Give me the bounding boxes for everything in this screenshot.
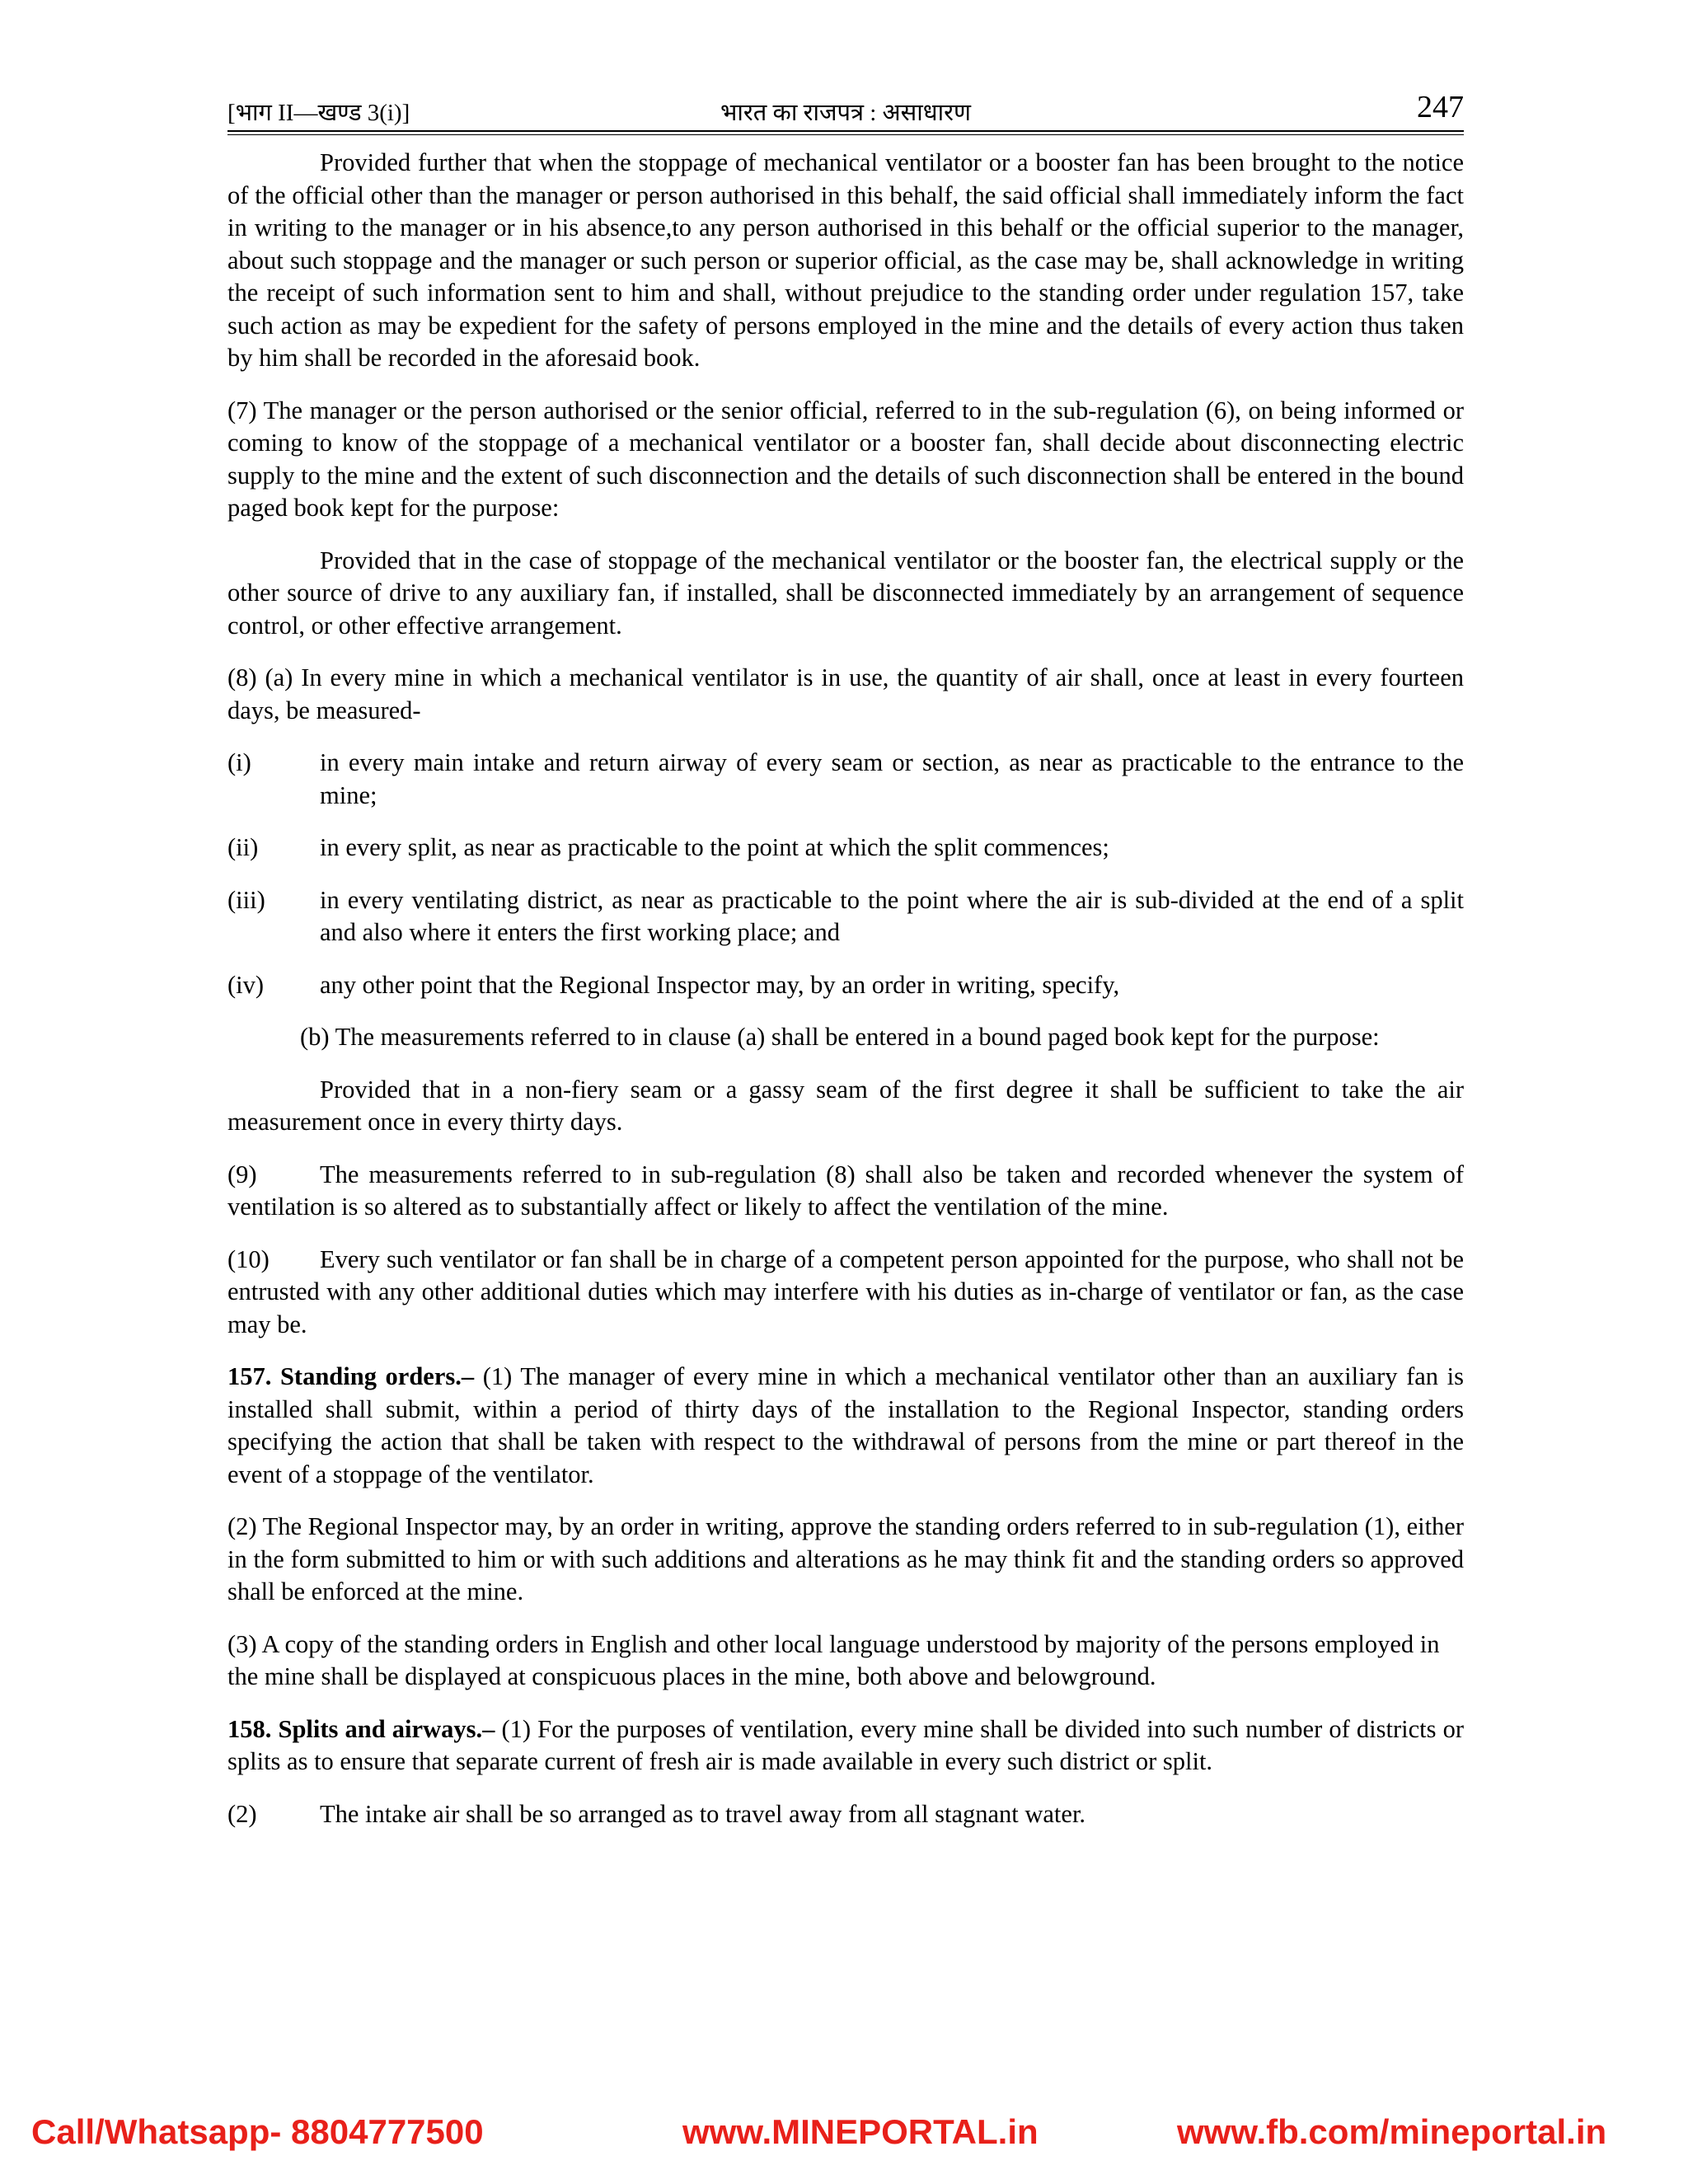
sub-regulation-10 xyxy=(227,1244,1464,1342)
website-link[interactable]: www.MINEPORTAL.in xyxy=(682,2112,1039,2151)
header-part-section: [भाग II—खण्ड 3(i)] xyxy=(227,100,410,126)
list-item xyxy=(227,832,1464,865)
list-item xyxy=(227,747,1464,812)
sub-regulation-7: (7) The manager or the person authorised or the senior official, referred to in the sub-regulation (6), on being informed or coming to know of the stoppage of a mechanical ventilator or a booster fan, shall decide about disconnecting electric supply to the mine and the extent of such disconnection and the details of such disconnection shall be entered in the bound paged book kept for the purpose: xyxy=(227,396,1464,522)
section-heading: 157. Standing orders.– xyxy=(227,1362,475,1390)
document-body xyxy=(227,147,1464,1830)
sub-regulation-9 xyxy=(227,1159,1464,1224)
regulation-158 xyxy=(227,1713,1464,1779)
list-item-number: (iv) xyxy=(227,970,265,999)
regulation-157-2: (2) The Regional Inspector may, by an order in writing, approve the standing orders referred to in sub-regulation (1), either in the form submitted to him or with such additions and alterations as he may think fit and the standing orders so approved shall be enforced at the mine. xyxy=(227,1512,1464,1605)
proviso-sub-regulation-8b: Provided that in a non-fiery seam or a gassy seam of the first degree it shall be sufficient to take the air measurement once in every thirty days. xyxy=(227,1075,1464,1136)
section-heading: 158. Splits and airways.– xyxy=(227,1714,495,1743)
header-gazette-title: भारत का राजपत्र : असाधारण xyxy=(720,100,971,126)
facebook-link[interactable]: www.fb.com/mineportal.in xyxy=(1177,2112,1607,2151)
sub-regulation-text: The measurements referred to in sub-regulation (8) shall also be taken and recorded whenever the system of ventilation is so altered as to substantially affect or likely to affect the ventilation of the mine. xyxy=(227,1160,1464,1221)
list-item-text: any other point that the Regional Inspector may, by an order in writing, specify, xyxy=(320,970,1120,999)
list-item-text: in every split, as near as practicable to the point at which the split commences; xyxy=(320,833,1109,861)
sub-regulation-number: (10) xyxy=(227,1244,270,1273)
gazette-page xyxy=(227,89,1464,1850)
section-text: (1) The manager of every mine in which a mechanical ventilator other than an auxiliary fan is installed shall submit, within a period of thirty days of the installation to the Regional Inspector, standing orders specifying the action that shall be taken with respect to the withdrawal of persons from the mine or part thereof in the event of a stoppage of the ventilator. xyxy=(227,1362,1464,1488)
list-item-number: (i) xyxy=(227,748,251,776)
regulation-158-2 xyxy=(227,1798,1464,1831)
sub-regulation-number: (9) xyxy=(227,1160,257,1188)
proviso-sub-regulation-7: Provided that in the case of stoppage of the mechanical ventilator or the booster fan, the electrical supply or the other source of drive to any auxiliary fan, if installed, shall be disconnected immediately by an arrangement of sequence control, or other effective arrangement. xyxy=(227,546,1464,640)
header-page-number: 247 xyxy=(1417,90,1464,124)
sub-regulation-8a: (8) (a) In every mine in which a mechanical ventilator is in use, the quantity of air shall, once at least in every fourteen days, be measured- xyxy=(227,663,1464,724)
contact-phone: Call/Whatsapp- 8804777500 xyxy=(31,2112,484,2151)
section-text: (1) For the purposes of ventilation, every mine shall be divided into such number of districts or splits as to ensure that separate current of fresh air is made available in every such district or split. xyxy=(227,1714,1464,1775)
regulation-157 xyxy=(227,1361,1464,1491)
header-rule-thick xyxy=(227,130,1464,132)
list-item-number: (ii) xyxy=(227,833,259,861)
proviso-paragraph: Provided further that when the stoppage of mechanical ventilator or a booster fan has been brought to the notice of the official other than the manager or person authorised in this behalf, the said official shall immediately inform the fact in writing to the manager or in his absence,to any person authorised in this behalf or the official superior to the manager, about such stoppage and the manager or such person or superior official, as the case may be, shall acknowledge in writing the receipt of such information sent to him and shall, without prejudice to the standing order under regulation 157, take such action as may be expedient for the safety of persons employed in the mine and the details of every action thus taken by him shall be recorded in the aforesaid book. xyxy=(227,148,1464,372)
list-item-text: in every main intake and return airway of every seam or section, as near as practicable to the entrance to the mine; xyxy=(320,748,1464,809)
list-item xyxy=(227,969,1464,1002)
sub-regulation-8b: (b) The measurements referred to in clause (a) shall be entered in a bound paged book kept for the purpose: xyxy=(300,1023,1380,1051)
sub-regulation-text: The intake air shall be so arranged as to travel away from all stagnant water. xyxy=(320,1799,1086,1828)
list-item-number: (iii) xyxy=(227,885,265,914)
sub-regulation-text: Every such ventilator or fan shall be in charge of a competent person appointed for the purpose, who shall not be entrusted with any other additional duties which may interfere with his duties as in-charge of ventilator or fan, as the case may be. xyxy=(227,1244,1464,1338)
list-item-text: in every ventilating district, as near as practicable to the point where the air is sub-divided at the end of a split and also where it enters the first working place; and xyxy=(320,885,1464,946)
promo-footer xyxy=(0,2112,1688,2162)
sub-regulation-number: (2) xyxy=(227,1799,257,1828)
page-header xyxy=(227,89,1464,127)
list-item xyxy=(227,884,1464,949)
header-rule-thin xyxy=(227,134,1464,135)
regulation-157-3: (3) A copy of the standing orders in English and other local language understood by majority of the persons employed in the mine shall be displayed at conspicuous places in the mine, both above and belowground. xyxy=(227,1629,1440,1690)
